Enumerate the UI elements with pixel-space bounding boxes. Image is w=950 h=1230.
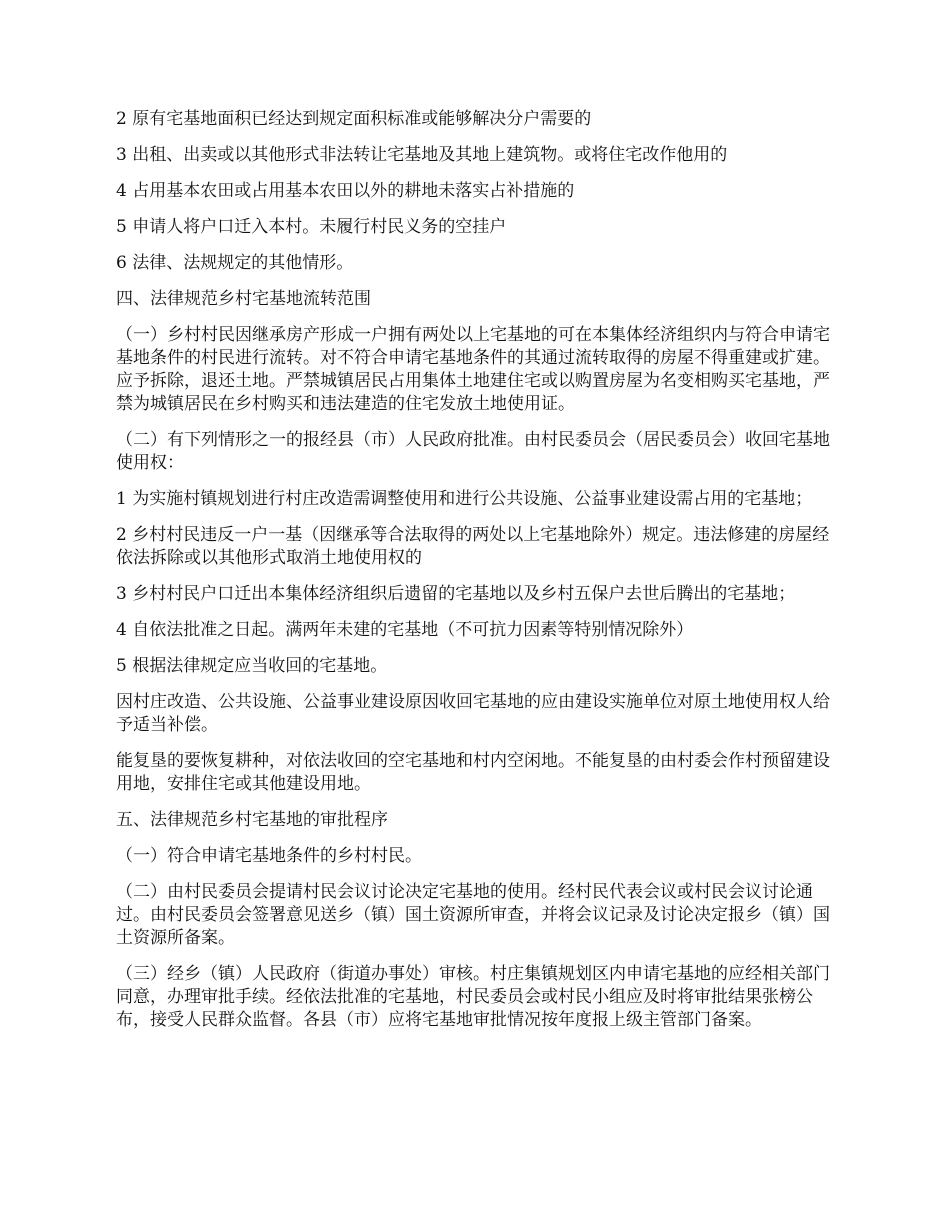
paragraph: 3 乡村村民户口迁出本集体经济组织后遗留的宅基地以及乡村五保户去世后腾出的宅基地； — [116, 584, 796, 604]
paragraph: 1 为实施村镇规划进行村庄改造需调整使用和进行公共设施、公益事业建设需占用的宅基地； — [116, 489, 813, 509]
paragraph: （三）经乡（镇）人民政府（街道办事处）审核。村庄集镇规划区内申请宅基地的应经相关部门同意，办理审批手续。经依法批准的宅基地，村民委员会或村民小组应及时将审批结果张榜公布，接受人民群众监督。各县（市）应将宅基地审批情况按年度报上级主管部门备案。 — [116, 964, 830, 1030]
paragraph: 5 申请人将户口迁入本村。未履行村民义务的空挂户 — [116, 217, 507, 237]
paragraph: （一）符合申请宅基地条件的乡村村民。 — [116, 846, 422, 866]
paragraph: 2 乡村村民违反一户一基（因继承等合法取得的两处以上宅基地除外）规定。违法修建的房屋经依法拆除或以其他形式取消土地使用权的 — [116, 525, 830, 568]
paragraph: 6 法律、法规规定的其他情形。 — [116, 253, 354, 273]
paragraph: 4 自依法批准之日起。满两年未建的宅基地（不可抗力因素等特别情况除外） — [116, 620, 694, 640]
paragraph: 因村庄改造、公共设施、公益事业建设原因收回宅基地的应由建设实施单位对原土地使用权人给予适当补偿。 — [116, 692, 830, 735]
paragraph: 5 根据法律规定应当收回的宅基地。 — [116, 656, 388, 676]
section-heading: 四、法律规范乡村宅基地流转范围 — [116, 289, 371, 309]
section-heading: 五、法律规范乡村宅基地的审批程序 — [116, 810, 388, 830]
paragraph: （一）乡村村民因继承房产形成一户拥有两处以上宅基地的可在本集体经济组织内与符合申请宅基地条件的村民进行流转。对不符合申请宅基地条件的其通过流转取得的房屋不得重建或扩建。应予拆除，退还土地。严禁城镇居民占用集体土地建住宅或以购置房屋为名变相购买宅基地，严禁为城镇居民在乡村购买和违法建造的住宅发放土地使用证。 — [116, 325, 830, 414]
paragraph: （二）有下列情形之一的报经县（市）人民政府批准。由村民委员会（居民委员会）收回宅基地使用权： — [116, 430, 830, 473]
document-body — [116, 108, 840, 1045]
paragraph: 3 出租、出卖或以其他形式非法转让宅基地及其地上建筑物。或将住宅改作他用的 — [116, 145, 728, 165]
paragraph: 能复垦的要恢复耕种，对依法收回的空宅基地和村内空闲地。不能复垦的由村委会作村预留建设用地，安排住宅或其他建设用地。 — [116, 751, 830, 794]
paragraph: 4 占用基本农田或占用基本农田以外的耕地未落实占补措施的 — [116, 181, 575, 201]
paragraph: 2 原有宅基地面积已经达到规定面积标准或能够解决分户需要的 — [116, 109, 592, 129]
paragraph: （二）由村民委员会提请村民会议讨论决定宅基地的使用。经村民代表会议或村民会议讨论通过。由村民委员会签署意见送乡（镇）国土资源所审查，并将会议记录及讨论决定报乡（镇）国土资源所备案。 — [116, 882, 830, 948]
